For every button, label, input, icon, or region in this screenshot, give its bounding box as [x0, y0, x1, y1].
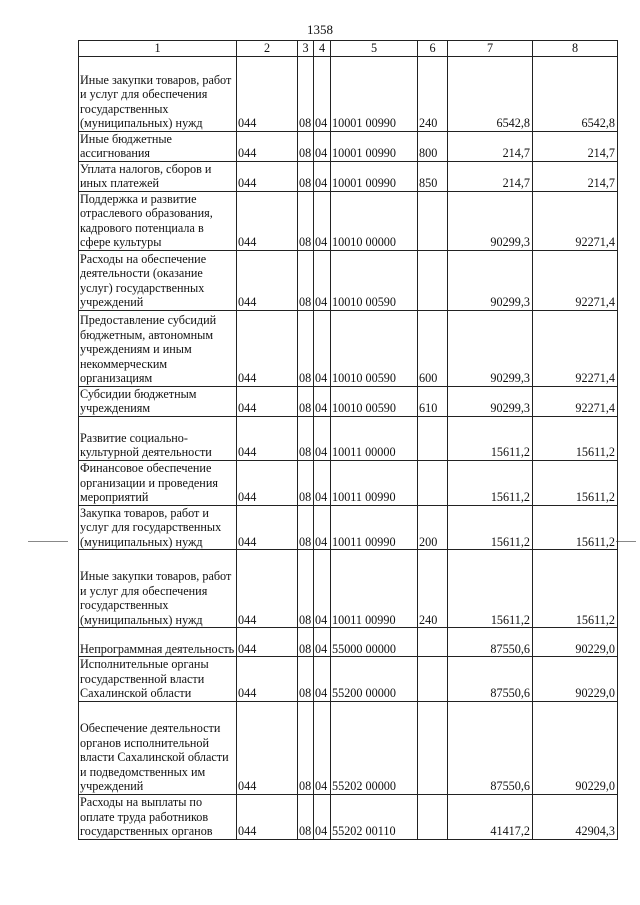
row-section: 08: [298, 550, 314, 628]
table-row: [79, 550, 618, 628]
row-description: Иные закупки товаров, работ и услуг для обеспечения государственных (муниципальных) нужд: [79, 56, 237, 131]
row-subsection: 04: [314, 191, 331, 250]
row-description: Непрограммная деятельность: [79, 628, 237, 657]
row-amount-year2: 214,7: [533, 161, 618, 191]
row-description: Расходы на выплаты по оплате труда работников государственных органов: [79, 794, 237, 839]
table-row: [79, 505, 618, 550]
row-expense-type: 600: [418, 310, 448, 386]
row-admin-code: 044: [237, 794, 298, 839]
table-body: [79, 56, 618, 839]
row-expense-type: [418, 701, 448, 794]
row-section: 08: [298, 460, 314, 505]
row-target-article: 10010 00590: [331, 386, 418, 416]
row-description: Иные бюджетные ассигнования: [79, 131, 237, 161]
column-header: 8: [533, 41, 618, 57]
row-subsection: 04: [314, 701, 331, 794]
table-row: [79, 460, 618, 505]
row-amount-year1: 214,7: [448, 161, 533, 191]
row-admin-code: 044: [237, 250, 298, 310]
row-section: 08: [298, 56, 314, 131]
row-section: 08: [298, 310, 314, 386]
row-amount-year2: 90229,0: [533, 701, 618, 794]
row-section: 08: [298, 505, 314, 550]
row-description: Поддержка и развитие отраслевого образования, кадрового потенциала в сфере культуры: [79, 191, 237, 250]
row-description: Иные закупки товаров, работ и услуг для обеспечения государственных (муниципальных) нужд: [79, 550, 237, 628]
row-expense-type: 200: [418, 505, 448, 550]
column-header: 6: [418, 41, 448, 57]
row-amount-year2: 214,7: [533, 131, 618, 161]
row-target-article: 10001 00990: [331, 56, 418, 131]
row-target-article: 55202 00000: [331, 701, 418, 794]
row-admin-code: 044: [237, 701, 298, 794]
row-subsection: 04: [314, 628, 331, 657]
row-amount-year2: 92271,4: [533, 386, 618, 416]
row-subsection: 04: [314, 56, 331, 131]
row-section: 08: [298, 161, 314, 191]
row-admin-code: 044: [237, 416, 298, 460]
row-description: Расходы на обеспечение деятельности (оказание услуг) государственных учреждений: [79, 250, 237, 310]
row-amount-year1: 90299,3: [448, 386, 533, 416]
row-section: 08: [298, 416, 314, 460]
row-amount-year2: 42904,3: [533, 794, 618, 839]
row-subsection: 04: [314, 505, 331, 550]
row-subsection: 04: [314, 250, 331, 310]
row-target-article: 10001 00990: [331, 161, 418, 191]
row-expense-type: [418, 657, 448, 702]
table-row: [79, 131, 618, 161]
row-admin-code: 044: [237, 161, 298, 191]
column-header: 7: [448, 41, 533, 57]
row-expense-type: [418, 794, 448, 839]
row-amount-year2: 90229,0: [533, 657, 618, 702]
row-amount-year2: 15611,2: [533, 505, 618, 550]
row-amount-year2: 15611,2: [533, 416, 618, 460]
row-subsection: 04: [314, 657, 331, 702]
page-number: 1358: [307, 22, 333, 37]
row-description: Предоставление субсидий бюджетным, автономным учреждениям и иным некоммерческим организациям: [79, 310, 237, 386]
row-subsection: 04: [314, 310, 331, 386]
row-amount-year1: 90299,3: [448, 250, 533, 310]
row-admin-code: 044: [237, 505, 298, 550]
row-subsection: 04: [314, 460, 331, 505]
row-description: Уплата налогов, сборов и иных платежей: [79, 161, 237, 191]
row-section: 08: [298, 794, 314, 839]
row-target-article: 10010 00590: [331, 310, 418, 386]
row-amount-year2: 6542,8: [533, 56, 618, 131]
row-expense-type: [418, 416, 448, 460]
row-amount-year1: 15611,2: [448, 416, 533, 460]
row-description: Развитие социально-культурной деятельности: [79, 416, 237, 460]
scan-artifact: [616, 541, 636, 542]
row-expense-type: [418, 460, 448, 505]
row-amount-year2: 15611,2: [533, 460, 618, 505]
row-admin-code: 044: [237, 191, 298, 250]
row-amount-year1: 15611,2: [448, 550, 533, 628]
row-section: 08: [298, 386, 314, 416]
row-subsection: 04: [314, 550, 331, 628]
table-row: [79, 701, 618, 794]
table-row: [79, 794, 618, 839]
row-section: 08: [298, 628, 314, 657]
header-row: [79, 41, 618, 57]
row-subsection: 04: [314, 161, 331, 191]
row-admin-code: 044: [237, 550, 298, 628]
row-subsection: 04: [314, 416, 331, 460]
table-row: [79, 250, 618, 310]
row-description: Исполнительные органы государственной власти Сахалинской области: [79, 657, 237, 702]
column-header: 1: [79, 41, 237, 57]
row-amount-year1: 6542,8: [448, 56, 533, 131]
row-admin-code: 044: [237, 657, 298, 702]
row-amount-year1: 15611,2: [448, 460, 533, 505]
row-subsection: 04: [314, 131, 331, 161]
row-amount-year2: 92271,4: [533, 310, 618, 386]
row-description: Закупка товаров, работ и услуг для государственных (муниципальных) нужд: [79, 505, 237, 550]
scan-artifact: [28, 541, 68, 542]
table-row: [79, 310, 618, 386]
row-amount-year1: 41417,2: [448, 794, 533, 839]
row-section: 08: [298, 191, 314, 250]
table-row: [79, 657, 618, 702]
table-row: [79, 628, 618, 657]
column-header: 3: [298, 41, 314, 57]
row-amount-year2: 15611,2: [533, 550, 618, 628]
row-description: Финансовое обеспечение организации и проведения мероприятий: [79, 460, 237, 505]
row-expense-type: 240: [418, 550, 448, 628]
row-description: Обеспечение деятельности органов исполнительной власти Сахалинской области и подведомственных им учреждений: [79, 701, 237, 794]
row-target-article: 10010 00590: [331, 250, 418, 310]
row-amount-year1: 90299,3: [448, 191, 533, 250]
column-header: 4: [314, 41, 331, 57]
row-amount-year1: 87550,6: [448, 701, 533, 794]
column-header: 5: [331, 41, 418, 57]
row-subsection: 04: [314, 794, 331, 839]
table-row: [79, 161, 618, 191]
row-subsection: 04: [314, 386, 331, 416]
row-amount-year1: 15611,2: [448, 505, 533, 550]
row-expense-type: 800: [418, 131, 448, 161]
row-target-article: 10011 00990: [331, 550, 418, 628]
row-expense-type: [418, 191, 448, 250]
table-row: [79, 191, 618, 250]
row-amount-year2: 90229,0: [533, 628, 618, 657]
row-admin-code: 044: [237, 628, 298, 657]
row-target-article: 10011 00000: [331, 416, 418, 460]
row-target-article: 10001 00990: [331, 131, 418, 161]
row-expense-type: [418, 250, 448, 310]
row-expense-type: [418, 628, 448, 657]
row-admin-code: 044: [237, 310, 298, 386]
row-amount-year1: 214,7: [448, 131, 533, 161]
row-amount-year1: 90299,3: [448, 310, 533, 386]
row-admin-code: 044: [237, 460, 298, 505]
budget-table: [78, 40, 618, 840]
row-target-article: 10010 00000: [331, 191, 418, 250]
row-admin-code: 044: [237, 386, 298, 416]
row-amount-year2: 92271,4: [533, 191, 618, 250]
row-section: 08: [298, 250, 314, 310]
row-admin-code: 044: [237, 56, 298, 131]
row-expense-type: 240: [418, 56, 448, 131]
table-row: [79, 56, 618, 131]
row-section: 08: [298, 131, 314, 161]
row-target-article: 10011 00990: [331, 505, 418, 550]
table-row: [79, 416, 618, 460]
row-amount-year2: 92271,4: [533, 250, 618, 310]
row-section: 08: [298, 701, 314, 794]
row-target-article: 10011 00990: [331, 460, 418, 505]
row-amount-year1: 87550,6: [448, 657, 533, 702]
row-amount-year1: 87550,6: [448, 628, 533, 657]
row-target-article: 55200 00000: [331, 657, 418, 702]
row-target-article: 55000 00000: [331, 628, 418, 657]
column-header: 2: [237, 41, 298, 57]
row-expense-type: 850: [418, 161, 448, 191]
row-admin-code: 044: [237, 131, 298, 161]
table-row: [79, 386, 618, 416]
row-description: Субсидии бюджетным учреждениям: [79, 386, 237, 416]
row-section: 08: [298, 657, 314, 702]
row-target-article: 55202 00110: [331, 794, 418, 839]
row-expense-type: 610: [418, 386, 448, 416]
